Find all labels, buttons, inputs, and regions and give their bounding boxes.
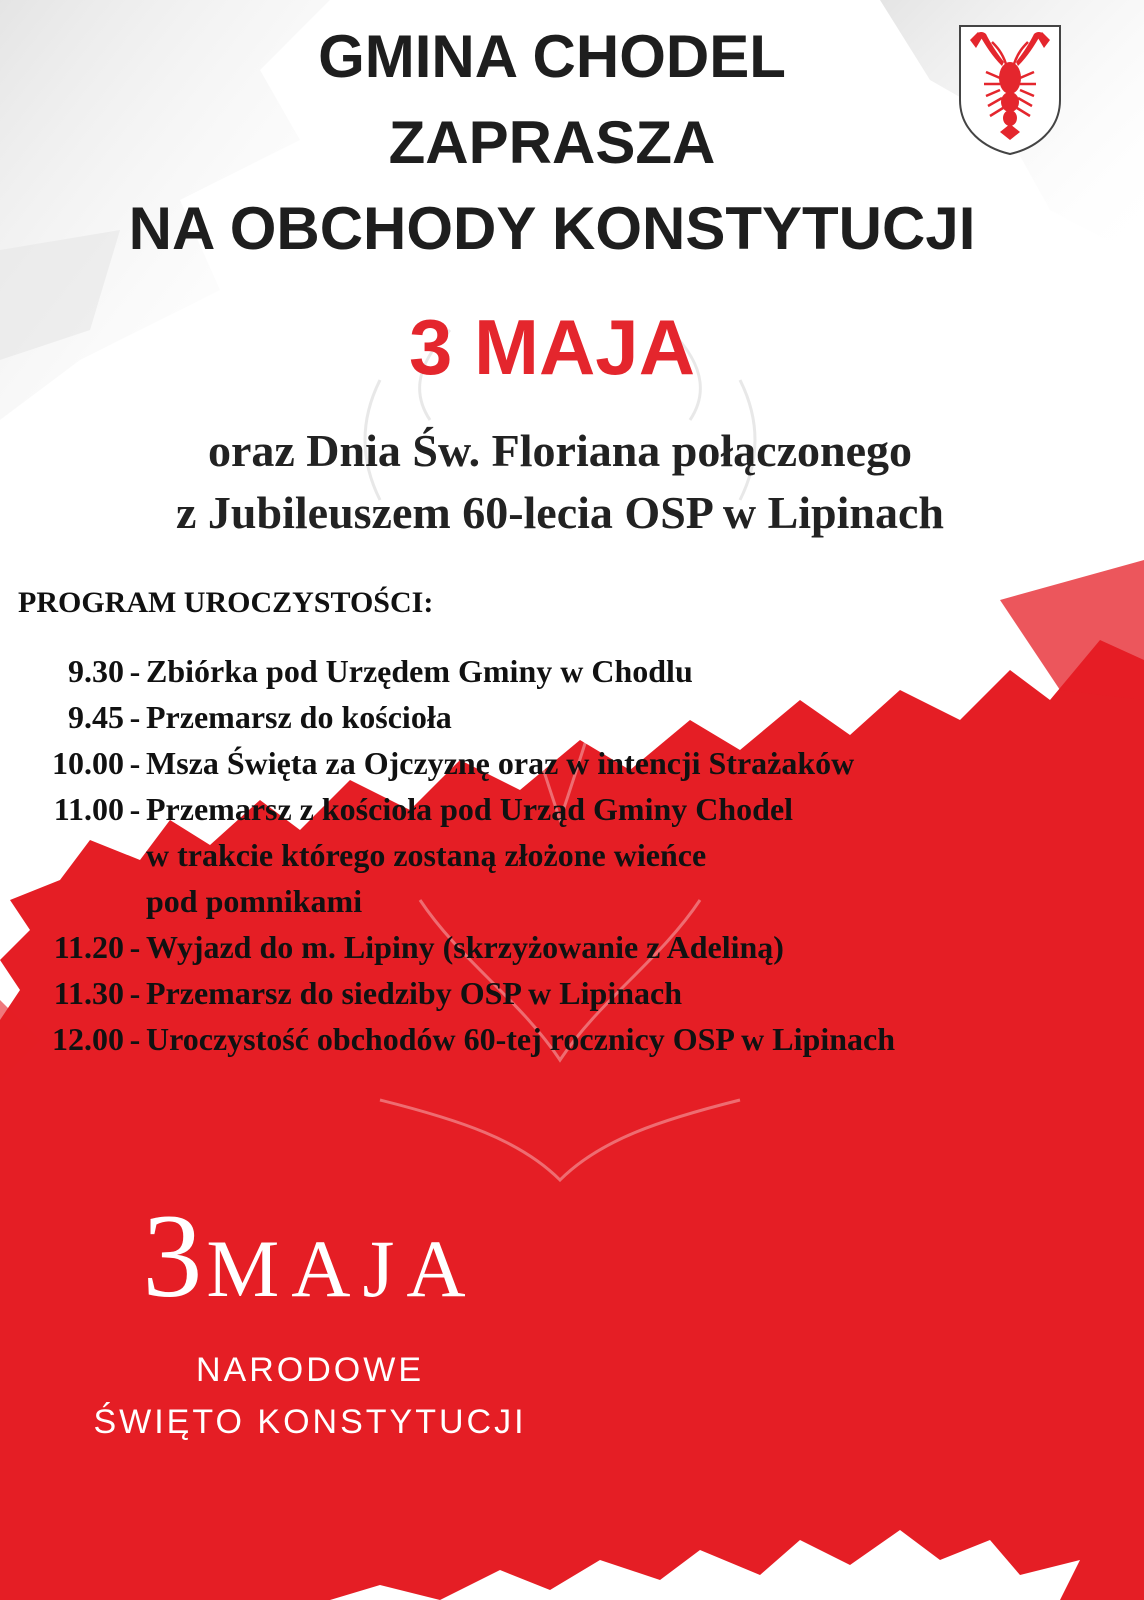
schedule-row xyxy=(0,970,895,1016)
schedule-separator: - xyxy=(129,653,141,689)
subtitle-line-2: z Jubileuszem 60-lecia OSP w Lipinach xyxy=(176,487,944,538)
activity-line: Uroczystość obchodów 60-tej rocznicy OSP w Lipinach xyxy=(146,1021,895,1057)
activity-line: Przemarsz do kościoła xyxy=(146,699,452,735)
schedule-row xyxy=(0,924,895,970)
activity-line: Przemarsz z kościoła pod Urząd Gminy Chodel xyxy=(146,791,794,827)
header-line-obchody: NA OBCHODY KONSTYTUCJI xyxy=(128,195,976,262)
subtitle xyxy=(0,420,1120,544)
schedule-separator: - xyxy=(129,929,141,965)
schedule-time: 11.30 xyxy=(53,975,124,1011)
schedule-time: 12.00 xyxy=(52,1021,124,1057)
schedule-activity xyxy=(146,970,682,1016)
schedule-separator: - xyxy=(129,1021,141,1057)
schedule-row xyxy=(0,740,895,786)
activity-line: pod pomnikami xyxy=(146,883,363,919)
schedule-row xyxy=(0,694,895,740)
schedule-time: 11.00 xyxy=(53,791,124,827)
schedule-activity xyxy=(146,648,693,694)
schedule-activity xyxy=(146,1016,895,1062)
footer-line-2: ŚWIĘTO KONSTYTUCJI xyxy=(93,1403,527,1441)
subtitle-line-1: oraz Dnia Św. Floriana połączonego xyxy=(207,425,913,476)
footer-line-1: NARODOWE xyxy=(196,1351,424,1389)
schedule-separator: - xyxy=(129,745,141,781)
header xyxy=(0,14,1104,272)
schedule-activity xyxy=(146,740,854,786)
footer-word: MAJA xyxy=(206,1223,478,1314)
schedule-row xyxy=(0,1016,895,1062)
schedule-time: 11.20 xyxy=(53,929,124,965)
program-heading: PROGRAM UROCZYSTOŚCI: xyxy=(18,586,434,619)
activity-line: Msza Święta za Ojczyznę oraz w intencji Strażaków xyxy=(146,745,855,781)
activity-line: Przemarsz do siedziby OSP w Lipinach xyxy=(146,975,682,1011)
footer-title xyxy=(40,1189,580,1322)
schedule-time: 10.00 xyxy=(52,745,124,781)
schedule-row xyxy=(0,786,895,924)
header-line-gmina: GMINA CHODEL xyxy=(318,23,786,90)
header-date: 3 MAJA xyxy=(408,303,696,391)
schedule-time: 9.45 xyxy=(68,699,124,735)
schedule-separator: - xyxy=(129,699,141,735)
header-line-zaprasza: ZAPRASZA xyxy=(388,109,716,176)
schedule-activity xyxy=(146,694,452,740)
program-schedule xyxy=(0,648,895,1062)
activity-line: Wyjazd do m. Lipiny (skrzyżowanie z Adeliną) xyxy=(146,929,784,965)
schedule-separator: - xyxy=(129,975,141,1011)
schedule-separator: - xyxy=(129,791,141,827)
activity-line: Zbiórka pod Urzędem Gminy w Chodlu xyxy=(146,653,693,689)
schedule-row xyxy=(0,648,895,694)
activity-line: w trakcie którego zostaną złożone wieńce xyxy=(146,837,707,873)
schedule-activity xyxy=(146,786,793,924)
footer-number: 3 xyxy=(142,1189,203,1322)
schedule-time: 9.30 xyxy=(68,653,124,689)
footer-emblem xyxy=(40,1189,580,1448)
schedule-activity xyxy=(146,924,784,970)
